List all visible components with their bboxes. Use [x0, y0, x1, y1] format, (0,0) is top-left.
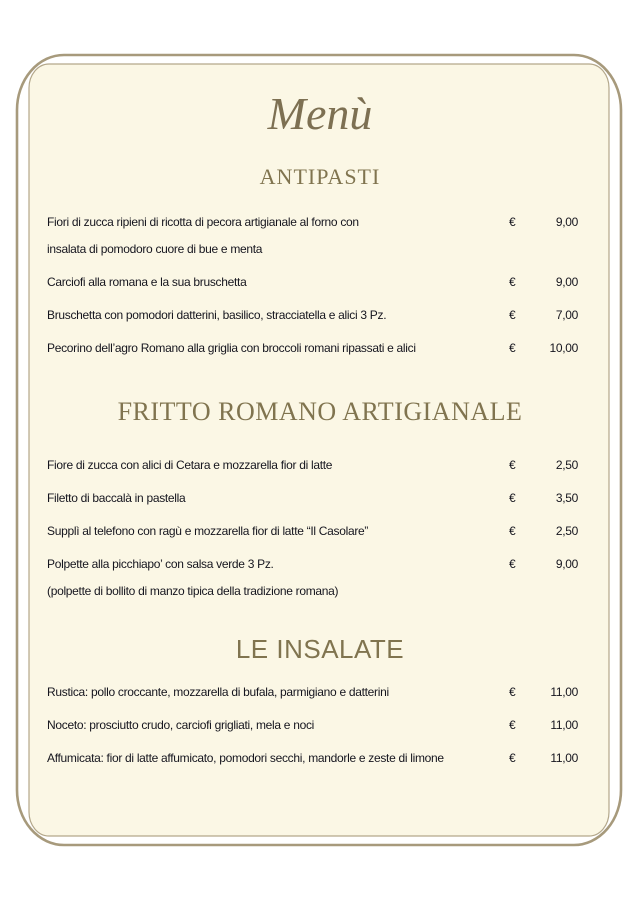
currency-symbol: € — [509, 557, 516, 571]
item-price: 11,00 — [550, 751, 578, 765]
currency-symbol: € — [509, 275, 516, 289]
item-name — [47, 679, 578, 706]
currency-symbol: € — [509, 751, 516, 765]
item-name-line1: Supplì al telefono con ragù e mozzarella fior di latte “Il Casolare” — [47, 524, 369, 538]
currency-symbol: € — [509, 718, 516, 732]
item-price: 10,00 — [549, 341, 578, 355]
menu-section — [0, 633, 640, 772]
currency-symbol: € — [509, 308, 516, 322]
menu-item-row — [47, 551, 578, 605]
item-name — [47, 551, 578, 605]
section-rows — [47, 452, 578, 605]
section-heading: FRITTO ROMANO ARTIGIANALE — [117, 397, 523, 426]
menu-item-row — [47, 269, 578, 296]
item-name — [47, 452, 578, 479]
menu-item-row — [47, 302, 578, 329]
item-name — [47, 518, 578, 545]
item-name — [47, 485, 578, 512]
menu-sections — [0, 163, 640, 772]
item-name — [47, 335, 578, 362]
currency-symbol: € — [509, 215, 516, 229]
menu-item-row — [47, 745, 578, 772]
item-name — [47, 745, 578, 772]
item-name-line1: Noceto: prosciutto crudo, carciofi grigliati, mela e noci — [47, 718, 315, 732]
item-name-line1: Filetto di baccalà in pastella — [47, 491, 186, 505]
item-name-line1: Affumicata: fior di latte affumicato, pomodori secchi, mandorle e zeste di limone — [47, 751, 444, 765]
item-price: 2,50 — [555, 524, 578, 538]
menu-section — [0, 396, 640, 605]
item-name — [47, 209, 578, 263]
item-price: 7,00 — [555, 308, 578, 322]
item-price: 9,00 — [555, 275, 578, 289]
currency-symbol: € — [509, 341, 516, 355]
item-name-line1: Carciofi alla romana e la sua bruschetta — [47, 275, 247, 289]
menu-item-row — [47, 518, 578, 545]
menu-item-row — [47, 712, 578, 739]
item-price: 9,00 — [555, 557, 578, 571]
item-name-line1: Polpette alla picchiapo’ con salsa verde 3 Pz. — [47, 557, 274, 571]
currency-symbol: € — [509, 491, 516, 505]
item-price: 2,50 — [555, 458, 578, 472]
item-name-line1: Pecorino dell’agro Romano alla griglia con broccoli romani ripassati e alici — [47, 341, 416, 355]
menu-section — [0, 163, 640, 362]
currency-symbol: € — [509, 524, 516, 538]
item-name-line1: Bruschetta con pomodori datterini, basilico, stracciatella e alici 3 Pz. — [47, 308, 387, 322]
item-name-line2: insalata di pomodoro cuore di bue e menta — [47, 242, 263, 256]
item-name-line1: Fiore di zucca con alici di Cetara e mozzarella fior di latte — [47, 458, 333, 472]
section-rows — [47, 679, 578, 772]
menu-item-row — [47, 335, 578, 362]
currency-symbol: € — [509, 685, 516, 699]
item-name-line1: Rustica: pollo croccante, mozzarella di bufala, parmigiano e datterini — [47, 685, 389, 699]
menu-title: Menù — [267, 88, 373, 139]
item-price: 11,00 — [550, 718, 578, 732]
section-rows — [47, 209, 578, 362]
item-name — [47, 302, 578, 329]
menu-item-row — [47, 452, 578, 479]
item-name-line2: (polpette di bollito di manzo tipica della tradizione romana) — [47, 584, 339, 598]
menu-item-row — [47, 679, 578, 706]
item-name — [47, 712, 578, 739]
section-heading: LE INSALATE — [235, 634, 405, 664]
item-price: 9,00 — [555, 215, 578, 229]
menu-item-row — [47, 485, 578, 512]
menu-item-row — [47, 209, 578, 263]
section-heading: ANTIPASTI — [259, 164, 381, 189]
item-price: 3,50 — [555, 491, 578, 505]
currency-symbol: € — [509, 458, 516, 472]
item-price: 11,00 — [550, 685, 578, 699]
item-name — [47, 269, 578, 296]
item-name-line1: Fiori di zucca ripieni di ricotta di pecora artigianale al forno con — [47, 215, 359, 229]
